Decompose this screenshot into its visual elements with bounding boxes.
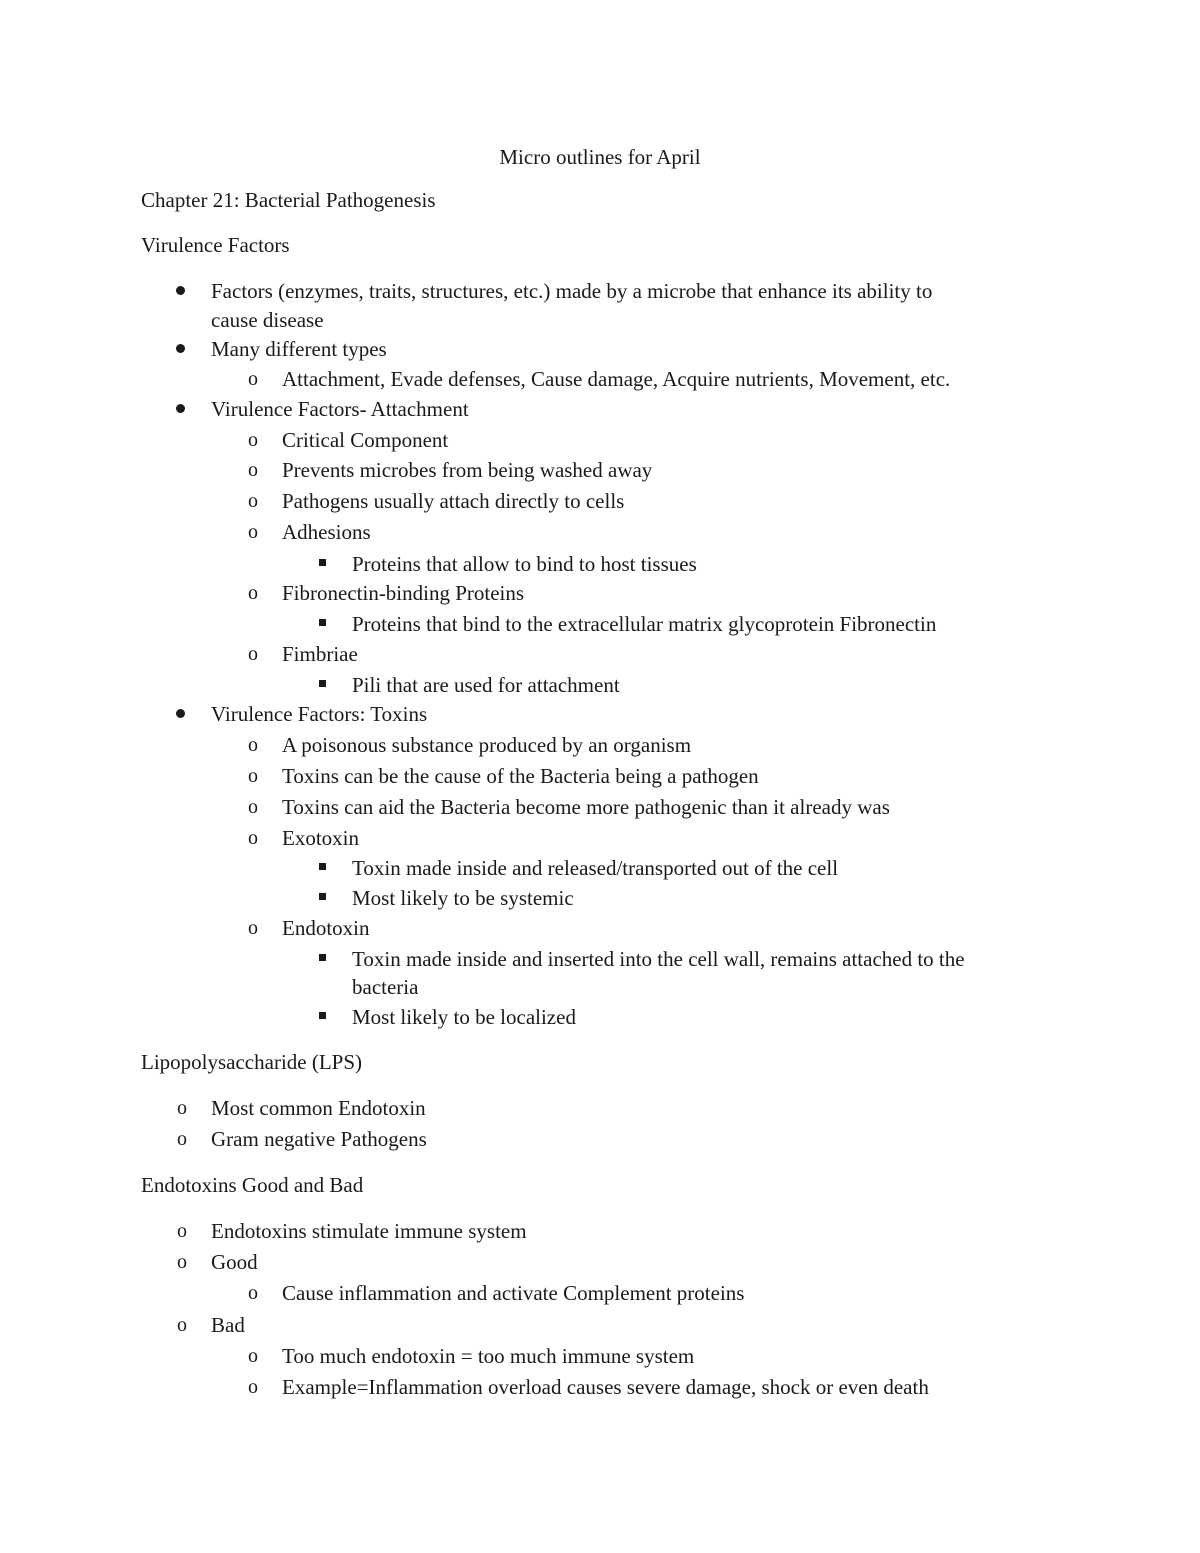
square-bullet-icon <box>319 1012 326 1019</box>
sub-sub-list-item-continuation: bacteria <box>352 975 419 999</box>
hollow-bullet-icon: o <box>177 1251 187 1273</box>
sub-list-item: Fimbriae <box>282 642 358 666</box>
bullet-icon <box>176 344 185 353</box>
sub-sub-list-item: Proteins that bind to the extracellular matrix glycoprotein Fibronectin <box>352 612 937 636</box>
section-heading-lps: Lipopolysaccharide (LPS) <box>141 1050 363 1074</box>
sub-list-item: Toxins can be the cause of the Bacteria being a pathogen <box>282 764 759 788</box>
hollow-bullet-icon: o <box>248 368 258 390</box>
list-item: Good <box>211 1250 258 1274</box>
page-title: Micro outlines for April <box>499 145 701 169</box>
sub-sub-list-item: Most likely to be systemic <box>352 886 574 910</box>
sub-sub-list-item: Toxin made inside and released/transported out of the cell <box>352 856 839 880</box>
list-item: Many different types <box>211 337 387 361</box>
sub-sub-list-item: Toxin made inside and inserted into the cell wall, remains attached to the <box>352 947 965 971</box>
square-bullet-icon <box>319 863 326 870</box>
sub-list-item: Endotoxin <box>282 916 370 940</box>
sub-sub-list-item: Pili that are used for attachment <box>352 673 620 697</box>
sub-list-item: Critical Component <box>282 428 449 452</box>
section-heading-endotoxins: Endotoxins Good and Bad <box>141 1173 364 1197</box>
hollow-bullet-icon: o <box>248 459 258 481</box>
square-bullet-icon <box>319 559 326 566</box>
square-bullet-icon <box>319 619 326 626</box>
hollow-bullet-icon: o <box>248 734 258 756</box>
list-item: Virulence Factors- Attachment <box>211 397 469 421</box>
hollow-bullet-icon: o <box>248 796 258 818</box>
sub-list-item: Too much endotoxin = too much immune system <box>282 1344 695 1368</box>
list-item-continuation: cause disease <box>211 308 324 332</box>
sub-list-item: Exotoxin <box>282 826 359 850</box>
sub-list-item: Fibronectin-binding Proteins <box>282 581 525 605</box>
hollow-bullet-icon: o <box>248 1282 258 1304</box>
list-item: Virulence Factors: Toxins <box>211 702 428 726</box>
sub-list-item: Cause inflammation and activate Complement proteins <box>282 1281 745 1305</box>
list-item: Endotoxins stimulate immune system <box>211 1219 527 1243</box>
section-heading-virulence: Virulence Factors <box>141 233 290 257</box>
list-item: Factors (enzymes, traits, structures, etc.) made by a microbe that enhance its ability to <box>211 279 933 303</box>
chapter-heading: Chapter 21: Bacterial Pathogenesis <box>141 188 436 212</box>
hollow-bullet-icon: o <box>248 827 258 849</box>
sub-list-item: Pathogens usually attach directly to cells <box>282 489 625 513</box>
sub-list-item: Attachment, Evade defenses, Cause damage, Acquire nutrients, Movement, etc. <box>282 367 951 391</box>
hollow-bullet-icon: o <box>248 643 258 665</box>
square-bullet-icon <box>319 954 326 961</box>
bullet-icon <box>176 404 185 413</box>
sub-sub-list-item: Most likely to be localized <box>352 1005 576 1029</box>
bullet-icon <box>176 709 185 718</box>
hollow-bullet-icon: o <box>248 429 258 451</box>
hollow-bullet-icon: o <box>177 1097 187 1119</box>
sub-list-item: Toxins can aid the Bacteria become more pathogenic than it already was <box>282 795 890 819</box>
sub-list-item: Adhesions <box>282 520 371 544</box>
bullet-icon <box>176 286 185 295</box>
list-item: Bad <box>211 1313 245 1337</box>
sub-list-item: Prevents microbes from being washed away <box>282 458 653 482</box>
square-bullet-icon <box>319 680 326 687</box>
hollow-bullet-icon: o <box>248 917 258 939</box>
hollow-bullet-icon: o <box>248 1345 258 1367</box>
sub-list-item: A poisonous substance produced by an organism <box>282 733 692 757</box>
hollow-bullet-icon: o <box>177 1314 187 1336</box>
hollow-bullet-icon: o <box>248 490 258 512</box>
list-item: Most common Endotoxin <box>211 1096 426 1120</box>
hollow-bullet-icon: o <box>177 1220 187 1242</box>
sub-sub-list-item: Proteins that allow to bind to host tissues <box>352 552 697 576</box>
hollow-bullet-icon: o <box>177 1128 187 1150</box>
hollow-bullet-icon: o <box>248 765 258 787</box>
sub-list-item: Example=Inflammation overload causes severe damage, shock or even death <box>282 1375 929 1399</box>
hollow-bullet-icon: o <box>248 1376 258 1398</box>
list-item: Gram negative Pathogens <box>211 1127 427 1151</box>
hollow-bullet-icon: o <box>248 582 258 604</box>
square-bullet-icon <box>319 893 326 900</box>
hollow-bullet-icon: o <box>248 521 258 543</box>
